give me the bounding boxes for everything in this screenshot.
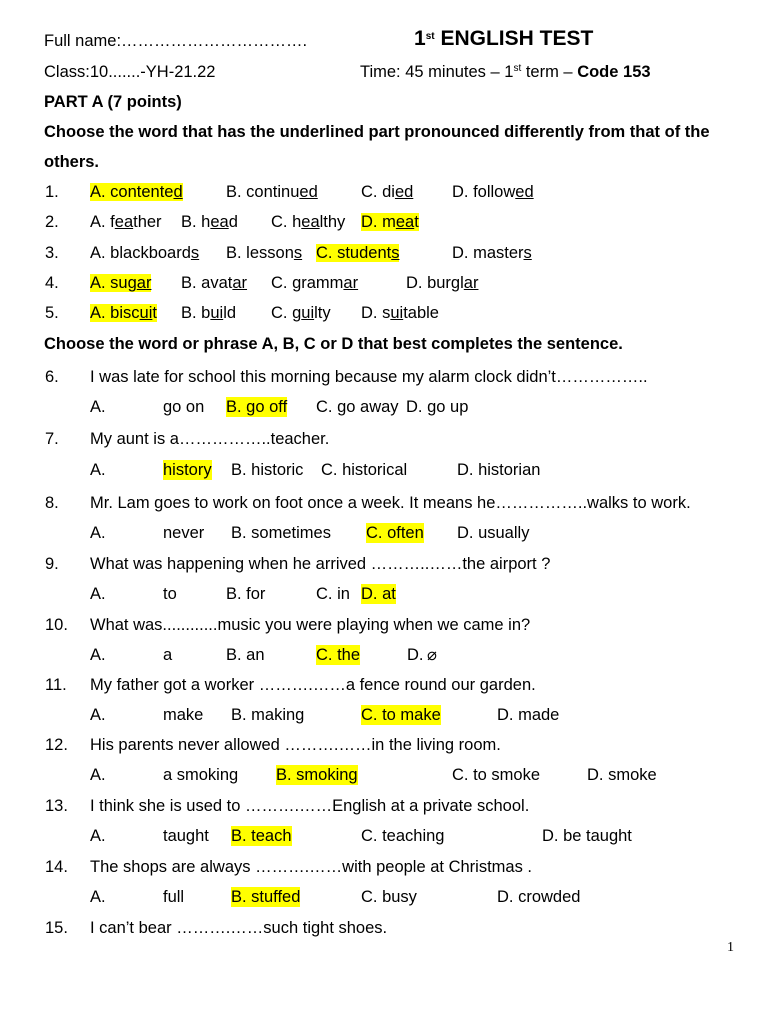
instruction-completion: Choose the word or phrase A, B, C or D that best completes the sentence. [44, 335, 623, 353]
underlined-part: ea [395, 213, 415, 231]
test-code: Code 153 [577, 63, 651, 81]
answer-option: taught [163, 827, 209, 845]
answer-option: D. usually [457, 524, 530, 542]
underlined-part: ar [136, 274, 152, 292]
option-text [271, 274, 358, 292]
underlined-part: ui [210, 304, 224, 322]
underlined-part: s [190, 244, 200, 262]
part-a-title: PART A (7 points) [44, 93, 182, 111]
option-part: A. bisc [90, 304, 140, 322]
question-number: 2. [45, 213, 59, 231]
page-number: 1 [727, 940, 734, 955]
underlined-part: ui [390, 304, 404, 322]
question-number: 5. [45, 304, 59, 322]
answer-option [271, 273, 358, 293]
answer-option: B. for [226, 585, 266, 603]
time-info [360, 62, 651, 82]
answer-option [90, 243, 199, 263]
answer-option: D. [407, 646, 424, 664]
class-label: Class:10.......-YH-21.22 [44, 63, 216, 81]
underlined-part: ea [301, 213, 320, 231]
underlined-part: ar [232, 274, 248, 292]
answer-option: D. historian [457, 461, 541, 479]
answer-option [452, 243, 532, 263]
answer-option: C. busy [361, 888, 417, 906]
option-part: A. sug [90, 274, 137, 292]
answer-option: A. [90, 827, 106, 845]
question-text: The shops are always ……….……with people at Christmas . [90, 858, 532, 876]
highlighted-answer: B. stuffed [231, 888, 301, 906]
question-number: 10. [45, 616, 68, 634]
option-part: ther [133, 213, 162, 231]
answer-option [406, 273, 478, 293]
question-number: 15. [45, 919, 68, 937]
answer-option: A. [90, 585, 106, 603]
option-part: lty [314, 304, 331, 322]
option-part: D. m [361, 213, 396, 231]
underlined-part: ar [463, 274, 479, 292]
highlighted-answer: history [163, 461, 212, 479]
option-part: t [414, 213, 419, 231]
answer-option [90, 273, 151, 293]
question-number: 8. [45, 494, 59, 512]
title-text: ENGLISH TEST [440, 27, 594, 50]
option-part: A. f [90, 213, 115, 231]
answer-option: make [163, 706, 204, 724]
answer-option [361, 182, 413, 202]
underlined-part: ea [210, 213, 229, 231]
highlighted-answer: B. go off [226, 398, 288, 416]
option-part: C. gramm [271, 274, 344, 292]
answer-option [226, 243, 302, 263]
term-text: term – [521, 63, 578, 81]
option-part: B. b [181, 304, 211, 322]
option-part: table [403, 304, 439, 322]
question-text: What was............music you were playing when we came in? [90, 616, 531, 634]
highlighted-answer: B. teach [231, 827, 292, 845]
option-part: B. avat [181, 274, 233, 292]
question-number: 4. [45, 274, 59, 292]
underlined-part: ui [301, 304, 315, 322]
option-text [90, 244, 199, 262]
option-part: C. di [361, 183, 395, 201]
answer-option: D. crowded [497, 888, 581, 906]
highlighted-answer: B. smoking [276, 766, 358, 784]
answer-option: a smoking [163, 766, 239, 784]
question-text: His parents never allowed ……….……in the living room. [90, 736, 501, 754]
option-text [226, 183, 318, 201]
answer-option: D. made [497, 706, 560, 724]
answer-option: A. [90, 398, 106, 416]
highlighted-answer: D. at [361, 585, 396, 603]
question-text: What was happening when he arrived ………..……the airport ? [90, 555, 551, 573]
answer-option [181, 212, 238, 232]
option-text [361, 304, 439, 322]
question-text: I think she is used to ……….……English at a private school. [90, 797, 530, 815]
answer-option [181, 273, 247, 293]
option-text [452, 244, 532, 262]
answer-option: go on [163, 398, 205, 416]
answer-option: A. [90, 706, 106, 724]
answer-option: a [163, 646, 173, 664]
highlighted-answer [361, 213, 419, 231]
answer-option [452, 182, 534, 202]
answer-option: A. [90, 888, 106, 906]
answer-option: C. in [316, 585, 350, 603]
underlined-part: s [293, 244, 303, 262]
answer-option: C. to smoke [452, 766, 541, 784]
answer-option: ⌀ [427, 646, 437, 664]
option-text [271, 304, 331, 322]
option-part: ld [223, 304, 237, 322]
instruction-pronunciation: Choose the word that has the underlined part pronounced differently from that of the [44, 123, 710, 141]
answer-option: B. sometimes [231, 524, 331, 542]
option-part: lthy [319, 213, 346, 231]
highlighted-answer [90, 304, 157, 322]
underlined-part: d [173, 183, 183, 201]
answer-option: B. historic [231, 461, 304, 479]
question-number: 7. [45, 430, 59, 448]
option-part: B. continu [226, 183, 300, 201]
answer-option [226, 182, 318, 202]
underlined-part: ui [139, 304, 153, 322]
question-text: I can’t bear ……….……such tight shoes. [90, 919, 388, 937]
question-number: 6. [45, 368, 59, 386]
option-text [271, 213, 345, 231]
answer-option [271, 303, 331, 323]
test-title [414, 27, 593, 51]
answer-option: C. historical [321, 461, 408, 479]
option-part: D. follow [452, 183, 516, 201]
option-part: D. burgl [406, 274, 464, 292]
answer-option: B. an [226, 646, 265, 664]
option-text [452, 183, 534, 201]
underlined-part: ed [515, 183, 534, 201]
option-part: C. student [316, 244, 392, 262]
underlined-part: ar [343, 274, 359, 292]
option-part: B. h [181, 213, 211, 231]
answer-option: full [163, 888, 185, 906]
option-text [90, 213, 162, 231]
option-text [181, 213, 238, 231]
answer-option [90, 303, 157, 323]
answer-option [90, 212, 162, 232]
time-text: Time: 45 minutes – 1 [360, 63, 514, 81]
answer-option: D. go up [406, 398, 469, 416]
highlighted-answer: C. to make [361, 706, 441, 724]
option-text [181, 304, 236, 322]
underlined-part: s [391, 244, 400, 262]
answer-option: never [163, 524, 205, 542]
option-part: C. g [271, 304, 302, 322]
option-part: A. contente [90, 183, 174, 201]
answer-option: C. teaching [361, 827, 445, 845]
answer-option: A. [90, 766, 106, 784]
question-text: My aunt is a……………..teacher. [90, 430, 330, 448]
underlined-part: ed [394, 183, 414, 201]
underlined-part: s [523, 244, 532, 262]
answer-option: D. be taught [542, 827, 632, 845]
highlighted-answer: C. often [366, 524, 424, 542]
highlighted-answer: C. the [316, 646, 361, 664]
full-name-label: Full name:……………………………. [44, 32, 308, 50]
answer-option [181, 303, 236, 323]
title-superscript: st [425, 31, 435, 42]
answer-option: D. smoke [587, 766, 657, 784]
answer-option: to [163, 585, 177, 603]
question-text: I was late for school this morning because my alarm clock didn’t…………….. [90, 368, 648, 386]
question-text: Mr. Lam goes to work on foot once a week. It means he……………..walks to work. [90, 494, 691, 512]
time-superscript: st [513, 63, 522, 74]
highlighted-answer [316, 244, 399, 262]
underlined-part: ea [114, 213, 134, 231]
option-text [406, 274, 478, 292]
option-part: A. blackboard [90, 244, 191, 262]
highlighted-answer [90, 183, 183, 201]
answer-option [271, 212, 345, 232]
answer-option [316, 243, 399, 263]
answer-option: A. [90, 461, 106, 479]
question-text: My father got a worker ……….……a fence round our garden. [90, 676, 536, 694]
option-text [361, 183, 413, 201]
title-number: 1 [414, 27, 426, 50]
highlighted-answer [90, 274, 151, 292]
answer-option: C. go away [316, 398, 399, 416]
option-part: B. lesson [226, 244, 294, 262]
instruction-pronunciation-cont: others. [44, 153, 100, 171]
question-number: 1. [45, 183, 59, 201]
question-number: 11. [45, 676, 67, 694]
option-text [226, 244, 302, 262]
answer-option [90, 182, 183, 202]
question-number: 9. [45, 555, 59, 573]
option-part: D. s [361, 304, 391, 322]
question-number: 3. [45, 244, 59, 262]
question-number: 13. [45, 797, 68, 815]
option-part: D. master [452, 244, 524, 262]
option-part: d [228, 213, 238, 231]
answer-option [361, 212, 419, 232]
question-number: 14. [45, 858, 68, 876]
option-part: C. h [271, 213, 302, 231]
option-text [181, 274, 247, 292]
option-part: t [152, 304, 157, 322]
answer-option: A. [90, 524, 106, 542]
underlined-part: ed [299, 183, 318, 201]
question-number: 12. [45, 736, 68, 754]
answer-option [361, 303, 439, 323]
answer-option: A. [90, 646, 106, 664]
answer-option: B. making [231, 706, 305, 724]
